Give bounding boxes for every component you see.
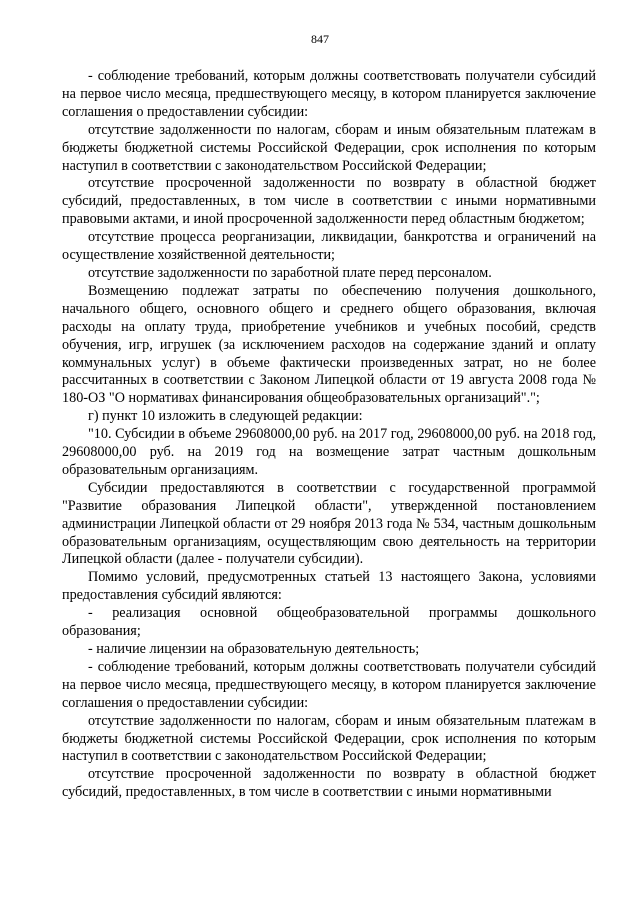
paragraph: - соблюдение требований, которым должны соответствовать получатели субсидий на первое число месяца, предшествующего месяцу, в котором планируется заключение соглашения о предоставлении субсидии:	[62, 658, 596, 711]
paragraph: - реализация основной общеобразовательной программы дошкольного образования;	[62, 605, 596, 640]
paragraph: Помимо условий, предусмотренных статьей 13 настоящего Закона, условиями предоставления субсидий являются:	[62, 569, 596, 604]
paragraph: отсутствие просроченной задолженности по возврату в областной бюджет субсидий, предоставленных, в том числе в соответствии с иными нормативными	[62, 766, 596, 801]
paragraph: отсутствие просроченной задолженности по возврату в областной бюджет субсидий, предоставленных, в том числе в соответствии с иными нормативными правовыми актами, и иной просроченной задолженности перед областным бюджетом;	[62, 175, 596, 228]
paragraph: отсутствие задолженности по налогам, сборам и иным обязательным платежам в бюджеты бюджетной системы Российской Федерации, срок исполнения по которым наступил в соответствии с законодательством Российской Федерации;	[62, 712, 596, 765]
paragraph: Субсидии предоставляются в соответствии с государственной программой "Развитие образования Липецкой области", утвержденной постановлением администрации Липецкой области от 29 ноября 2013 года № 534, частным дошкольным образовательным организациям, осуществляющим свою деятельность на территории Липецкой области (далее - получатели субсидии).	[62, 479, 596, 568]
paragraph: отсутствие процесса реорганизации, ликвидации, банкротства и ограничений на осуществление хозяйственной деятельности;	[62, 229, 596, 264]
paragraph: - наличие лицензии на образовательную деятельность;	[88, 641, 420, 657]
paragraph: "10. Субсидии в объеме 29608000,00 руб. на 2017 год, 29608000,00 руб. на 2018 год, 29608000,00 руб. на 2019 год на возмещение затрат частным дошкольным образовательным организациям.	[62, 426, 596, 478]
page-number: 847	[311, 32, 329, 46]
paragraph: г) пункт 10 изложить в следующей редакции:	[88, 408, 363, 425]
paragraph: отсутствие задолженности по заработной плате перед персоналом.	[88, 264, 492, 281]
paragraph: отсутствие задолженности по налогам, сборам и иным обязательным платежам в бюджеты бюджетной системы Российской Федерации, срок исполнения по которым наступил в соответствии с законодательством Российской Федерации;	[62, 121, 596, 174]
document-body	[62, 68, 596, 802]
paragraph: - соблюдение требований, которым должны соответствовать получатели субсидий на первое число месяца, предшествующего месяцу, в котором планируется заключение соглашения о предоставлении субсидии:	[62, 68, 596, 120]
paragraph: Возмещению подлежат затраты по обеспечению получения дошкольного, начального общего, основного общего и среднего общего образования, включая расходы на оплату труда, приобретение учебников и учебных пособий, средств обучения, игр, игрушек (за исключением расходов на содержание зданий и оплату коммунальных услуг) в объеме фактически произведенных затрат, но не более рассчитанных в соответствии с Законом Липецкой области от 19 августа 2008 года № 180-ОЗ "О нормативах финансирования общеобразовательных организаций".";	[62, 282, 596, 407]
